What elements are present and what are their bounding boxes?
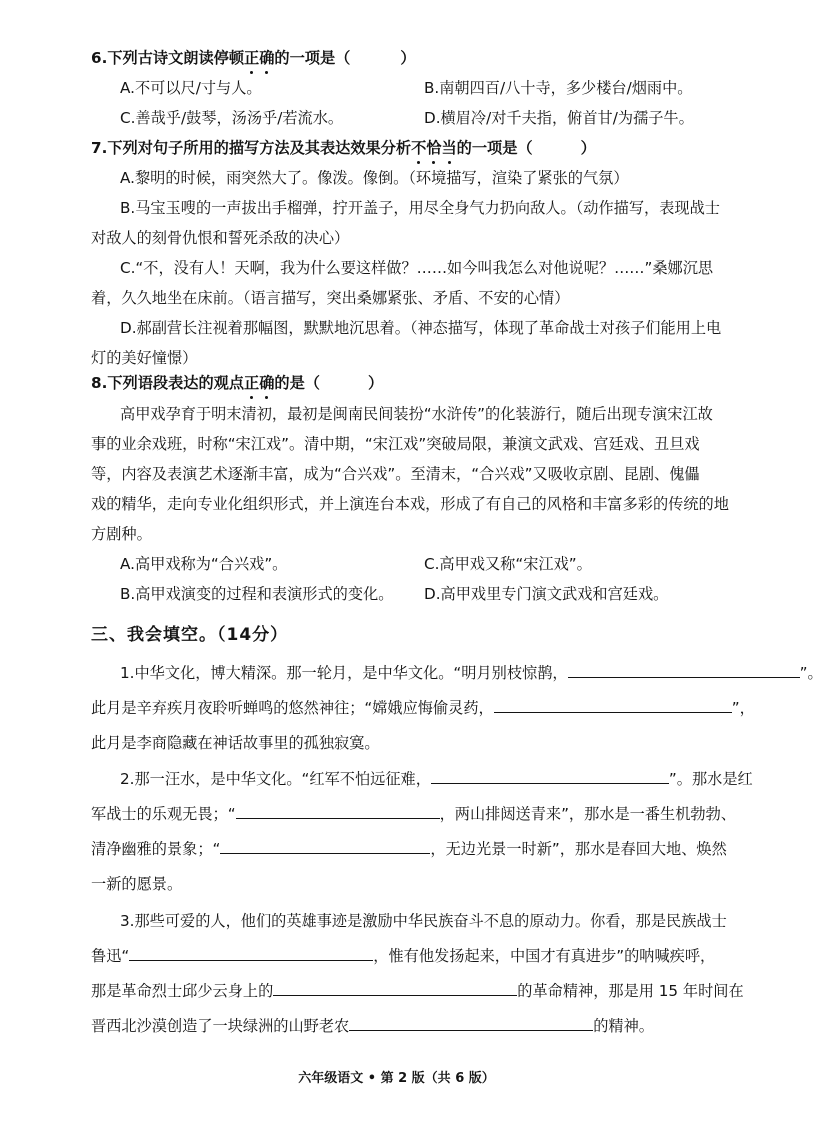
fill-text: ”。那水是红: [668, 770, 753, 788]
answer-blank[interactable]: [431, 769, 669, 784]
fill-item-3-line1: 3.那些可爱的人，他们的英雄事迹是激励中华民族奋斗不息的原动力。你看，那是民族战士: [120, 912, 727, 930]
fill-text: 的精神。: [593, 1017, 654, 1035]
question-6-option-b: B.南朝四百/八十寺，多少楼台/烟雨中。: [424, 79, 693, 97]
question-8-stem-text: 8.下列语段表达的观点: [91, 374, 245, 392]
fill-text: ”。: [799, 664, 823, 682]
question-6-option-d: D.横眉冷/对千夫指，俯首甘/为孺子牛。: [424, 109, 694, 127]
fill-item-1-line1: [120, 662, 823, 684]
question-8-option-c: C.高甲戏又称“宋江戏”。: [424, 555, 592, 573]
question-7-option-d-line1: D.郝副营长注视着那幅图，默默地沉思着。（神态描写，体现了革命战士对孩子们能用上电: [120, 319, 722, 337]
emphasis-dot-char: 正: [244, 374, 260, 392]
question-6-option-c: C.善哉乎/鼓琴，汤汤乎/若流水。: [120, 109, 344, 127]
fill-text: 的革命精神，那是用 15 年时间在: [517, 982, 744, 1000]
paren-close: ）: [400, 49, 416, 67]
answer-blank[interactable]: [236, 804, 440, 819]
answer-blank[interactable]: [349, 1016, 593, 1031]
question-7-option-b-line1: B.马宝玉嗖的一声拔出手榴弹，拧开盖子，用尽全身气力扔向敌人。（动作描写，表现战士: [120, 199, 720, 217]
question-6-stem: [91, 47, 416, 69]
fill-text: ，惟有他发扬起来，中国才有真进步”的呐喊疾呼，: [373, 947, 716, 965]
emphasis-dot-char: 当: [441, 139, 457, 157]
emphasis-dot-char: 正: [244, 49, 260, 67]
question-8-option-d: D.高甲戏里专门演文武戏和宫廷戏。: [424, 585, 669, 603]
fill-item-2-line4: 一新的愿景。: [91, 875, 183, 893]
question-8-passage-line2: 事的业余戏班，时称“宋江戏”。清中期，“宋江戏”突破局限，兼演文武戏、宫廷戏、丑旦戏: [91, 435, 700, 453]
question-8-option-a: A.高甲戏称为“合兴戏”。: [120, 555, 288, 573]
fill-text: 此月是辛弃疾月夜聆听蝉鸣的悠然神往；“嫦娥应悔偷灵药，: [91, 699, 494, 717]
fill-item-2-line2: [91, 803, 736, 825]
fill-item-3-line4: [91, 1015, 654, 1037]
fill-text: 军战士的乐观无畏；“: [91, 805, 236, 823]
fill-text: ”，: [731, 699, 755, 717]
fill-text: ，无边光景一时新”，那水是春回大地、焕然: [430, 840, 727, 858]
fill-text: ，两山排闼送青来”，那水是一番生机勃勃、: [439, 805, 736, 823]
question-7-option-d-line2: 灯的美好憧憬）: [91, 349, 198, 367]
emphasis-dot-char: 确: [259, 374, 275, 392]
question-7-stem: [91, 137, 596, 159]
fill-text: 1.中华文化，博大精深。那一轮月，是中华文化。“明月别枝惊鹊，: [120, 664, 568, 682]
answer-blank[interactable]: [129, 946, 373, 961]
question-6-stem-text: 6.下列古诗文朗读停顿: [91, 49, 245, 67]
fill-item-3-line2: [91, 945, 715, 967]
question-7-option-c-line2: 着，久久地坐在床前。（语言描写，突出桑娜紧张、矛盾、不安的心情）: [91, 289, 570, 307]
question-8-option-b: B.高甲戏演变的过程和表演形式的变化。: [120, 585, 394, 603]
answer-blank[interactable]: [220, 839, 430, 854]
question-8-passage-line4: 戏的精华，走向专业化组织形式，并上演连台本戏，形成了有自己的风格和丰富多彩的传统的地: [91, 495, 729, 513]
question-7-stem-tail: 的一项是（: [456, 139, 533, 157]
fill-text: 2.那一汪水，是中华文化。“红军不怕远征难，: [120, 770, 431, 788]
page-footer: 六年级语文 • 第 2 版（共 6 版）: [298, 1071, 495, 1086]
question-8-passage-line1: 高甲戏孕育于明末清初，最初是闽南民间装扮“水浒传”的化装游行，随后出现专演宋江故: [120, 405, 713, 423]
fill-text: 那是革命烈士邱少云身上的: [91, 982, 274, 1000]
question-7-option-b-line2: 对敌人的刻骨仇恨和誓死杀敌的决心）: [91, 229, 350, 247]
section-3-title: 三、我会填空。（14分）: [91, 625, 289, 645]
question-8-passage-line3: 等，内容及表演艺术逐渐丰富，成为“合兴戏”。至清末，“合兴戏”又吸收京剧、昆剧、傀儡: [91, 465, 700, 483]
question-7-stem-text: 7.下列对句子所用的描写方法及其表达效果分析: [91, 139, 412, 157]
fill-item-3-line3: [91, 980, 744, 1002]
paren-close: ）: [580, 139, 596, 157]
fill-item-1-line3: 此月是李商隐藏在神话故事里的孤独寂寞。: [91, 734, 380, 752]
emphasis-dot-char: 确: [259, 49, 275, 67]
question-8-stem-tail: 的是（: [274, 374, 320, 392]
question-7-option-a: A.黎明的时候，雨突然大了。像泼。像倒。（环境描写，渲染了紧张的气氛）: [120, 169, 629, 187]
emphasis-dot-char: 不: [411, 139, 427, 157]
fill-item-1-line2: [91, 697, 755, 719]
fill-item-2-line1: [120, 768, 753, 790]
answer-blank[interactable]: [273, 981, 517, 996]
fill-text: 清净幽雅的景象；“: [91, 840, 221, 858]
question-7-option-c-line1: C.“不，没有人！天啊，我为什么要这样做？……如今叫我怎么对他说呢？……”桑娜沉思: [120, 259, 714, 277]
fill-item-2-line3: [91, 838, 727, 860]
question-8-stem: [91, 372, 383, 394]
question-6-stem-tail: 的一项是（: [274, 49, 351, 67]
paren-close: ）: [367, 374, 384, 392]
fill-text: 鲁迅“: [91, 947, 130, 965]
question-8-passage-line5: 方剧种。: [91, 525, 152, 543]
question-6-option-a: A.不可以尺/寸与人。: [120, 79, 262, 97]
emphasis-dot-char: 恰: [426, 139, 442, 157]
fill-text: 晋西北沙漠创造了一块绿洲的山野老农: [91, 1017, 350, 1035]
answer-blank[interactable]: [568, 663, 800, 678]
answer-blank[interactable]: [494, 698, 732, 713]
